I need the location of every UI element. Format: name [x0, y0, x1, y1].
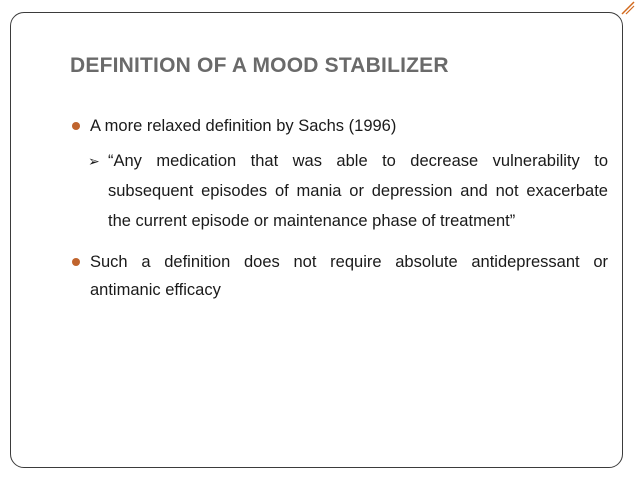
slide-title: DEFINITION OF A MOOD STABILIZER [70, 54, 449, 77]
bullet-item [70, 248, 608, 304]
sub-bullet-item [88, 146, 608, 236]
bullet-dot-icon [72, 258, 80, 266]
slide-body [70, 112, 608, 310]
corner-decoration-icon [620, 0, 636, 16]
sub-bullet-text: “Any medication that was able to decrease vulnerability to subsequent episodes of mania or depression and not exacerbate the current episode or maintenance phase of treatment” [108, 152, 608, 230]
bullet-text: Such a definition does not require absolute antidepressant or antimanic efficacy [90, 253, 608, 299]
bullet-dot-icon [72, 122, 80, 130]
bullet-item [70, 112, 608, 140]
bullet-text: A more relaxed definition by Sachs (1996) [90, 117, 397, 135]
arrow-bullet-icon: ➢ [88, 153, 100, 169]
